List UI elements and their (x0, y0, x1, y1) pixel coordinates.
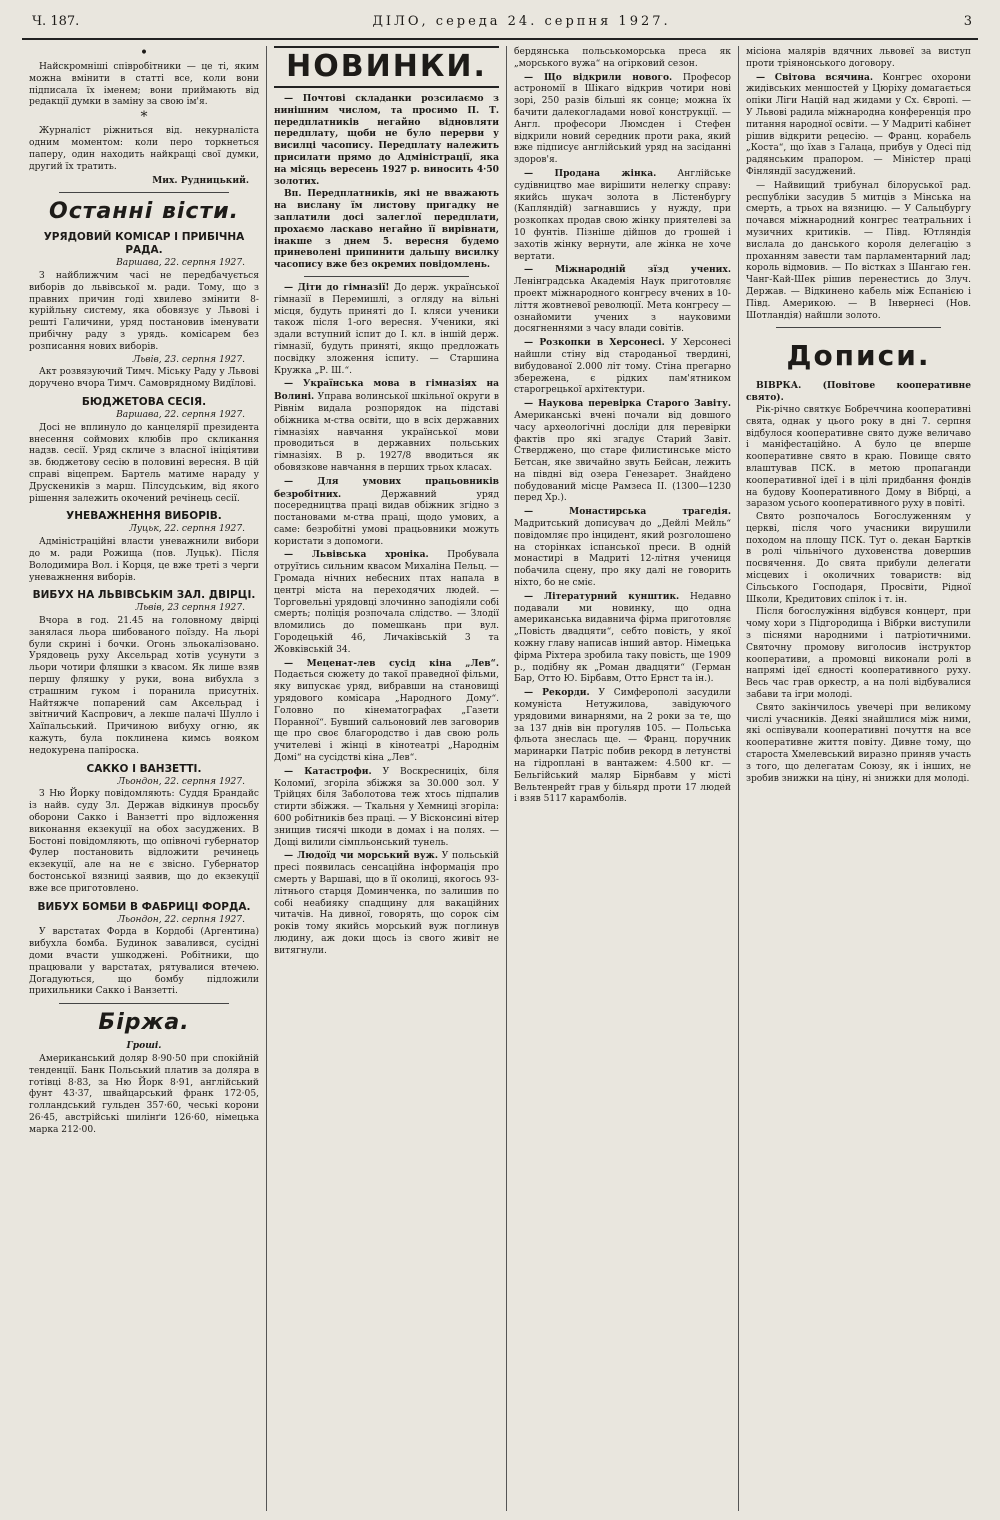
news-item-title: — Розкопки в Херсонесі. (524, 337, 665, 349)
section-title-news: НОВИНКИ. (274, 46, 499, 88)
article-title: ВИБУХ БОМБИ В ФАБРИЦІ ФОРДА. (37, 900, 251, 913)
news-item-text: — Найвищий трибунал білоруської рад. республіки засудив 5 митців з Мінська на смерть, а трьох на вязницю. — У Сальцбургу почався міжнародний конгрес театральних і музичних критиків. — Півд. Ютляндія вислала до данського короля делегацію з проханням завести там парламентарний лад; король відмовив. — По вістках з Шангаю ген. Чанг-Кай-Шек рішив перенестись до Злуч. Держав. — Відкинено кабель між Еспанією і Півд. Америкою. — В Інвернесі (Нов. Шотландія) найшли золото. (746, 180, 971, 321)
article-dateline: Львів, 23 серпня 1927. (135, 603, 245, 614)
article-title: БЮДЖЕТОВА СЕСІЯ. (81, 395, 207, 408)
subsection-title-money: Гроші. (126, 1040, 162, 1052)
news-item-text: До держ. української гімназії в Перемишлі, з огляду на вільні місця, будуть приняті до І. кляси ученики також після 1-ого вересня. Ученики, які здали вступний іспит до І. кл. в іншій держ. гімназії, будуть приняті, якщо предложать посвідку зложення іспиту. — Старшина Кружка „Р. Ш.“. (274, 282, 499, 376)
section-star: • (139, 46, 149, 61)
page-number: 3 (963, 14, 972, 29)
article-title: ВИБУХ НА ЛЬВІВСЬКІМ ЗАЛ. ДВІРЦІ. (32, 589, 256, 602)
section-title-exchange: Біржа. (98, 1010, 190, 1036)
divider (59, 1003, 229, 1004)
report-paragraph: Свято закінчилось увечері при великому числі учасників. Деякі знайшлися між ними, які оспівували кооперативні почуття на все кооперативне життя повіту. Дивне тому, що староста Хмелевський виразно приняв участь з того, що делегатам Союзу, як і інших, не зробив знижки на ціну, ні знижки для молоді. (746, 702, 971, 784)
news-item-text: Конгрес охорони жидівських меншостей у Цюріху домагається опіки Ліги Націй над жидами у Сх. Європі. — У Львові радила міжнародна конференція про питання народної освіти. — У Мадриті кабінет рішив відкрити рецесію. — Франц. корабель „Коста“, що їхав з Галаца, прибув у Одесі під радянським прапором. — Міністер праці Фінляндії засуджений. (746, 72, 971, 177)
news-item-title: — Львівська хроніка. (284, 549, 429, 561)
masthead-date: ДІЛО, середа 24. серпня 1927. (372, 14, 671, 29)
columns (22, 46, 978, 1511)
news-item-text: Управа волинської шкільної округи в Рівнім видала розпорядок на підставі обіжника м-ства освіти, що в всіх державних гімназіях навчання української мови проводиться в державних польських гімназіях. В р. 1927/8 вводиться як обовязкове навчання в перших трьох класах. (274, 392, 499, 473)
report-paragraph: Після богослужіння відбувся концерт, при чому хори з Підгородища і Вібрки виступили з піснями народними і патріотичними. Святочну промову виголосив інструктор кооперативи, а промовці виконали ролі в напрямі ідеї єдності кооперативного руху. Весь час грав оркестр, а на полі відбувалися забави та ігри молоді. (746, 607, 971, 701)
news-item-title: — Літературний кунштик. (524, 590, 680, 602)
news-item (274, 549, 499, 656)
news-item-title: — Меценат-лев сусід кіна „Лев“. (284, 657, 499, 669)
news-item-text: У Воскресниціх, біля Коломиї, згоріла збіжжя за 30.000 зол. У Трійцях біля Заболотова теж хтось підпалив стирти збіжжя. — Ткальня у Хемниці згоріла: 600 робітників без праці. — У Вісконсині вітер знищив тисячі шкоди в домах і на полях. — Дощі вилили сімпльонський тунель. (274, 766, 499, 848)
subscription-notice: Вп. Передплатників, які не вважають на вислану їм листову пригадку не заплатили досі залеглої передплати, прохаємо ласкаво негайно її вирівнати, інакше з днем 5. вересня будемо приневолені припинити дальшу висилку часопису вже без окремих повідомлень. (274, 188, 499, 271)
author-signature: Мих. Рудницький. (152, 175, 249, 187)
section-star: * (140, 109, 148, 126)
news-item-title: — Продана жінка. (524, 167, 657, 179)
column-4 (738, 46, 978, 1511)
news-item-text: Державний уряд посередництва праці видав обіжник згідно з постановами м-ства праці, щодо умових, а саме: безробітні умові працьовники можуть користати з допомоги. (274, 489, 499, 547)
article-dateline: Варшава, 22. серпня 1927. (116, 409, 245, 420)
news-item-text: Мадритський дописувач до „Дейлі Мейль“ повідомляє про інцидент, який розголошено на сторінках іспанської преси. В одній монастирі в Мадриті 12-літня учениця побачила сцену, про яку далі не говорить ніхто, бо не сміє. (514, 519, 731, 589)
news-item (746, 180, 971, 323)
divider (776, 327, 941, 328)
news-item-title: — Монастирська трагедія. (524, 506, 731, 518)
news-item-text: У польській пресі появилась сенсаційна інформація про смерть у Варшаві, що в її околиці, якогось 93-літнього старця Доминченка, по залишив по собі неабияку спадщину для вакаційних читачів. На дивної, говорять, що сорок сім років тому якийсь морський вуж поглинув людину, аж доки щось із свого живіт не витягнули. (274, 851, 499, 956)
news-item-text: Англійське судівництво мае вирішити нелегку справу: якийсь шукач золота в Лістенбургу (Капляндій) загнавшись у нужду, при розкопках продав свою жінку приятелеві за 10 фунтів. Пізніше дійшов до грошей і захотів жінку вернути, але жінка не хоче вертати. (514, 168, 731, 262)
news-item-text: Недавно подавали ми новинку, що одна американська видавнича фірма приготовляє „Повість двадцяти“, себто повість, у якої кожну главу написав інший автор. Німецька фірма Ріхтера зробила таку повість, ще 1909 р., подібну як „Роман двадцяти“ (Герман Бар, Отто Ю. Бірбавм, Отто Ернст та ін.). (514, 591, 731, 685)
issue-number: Ч. 187. (32, 14, 80, 29)
article-body: Адміністраційні власти уневажнили вибори до м. ради Рожища (пов. Луцьк). Після Володимира Вол. і Корця, це вже треті з черги уневажнення виборів. (29, 537, 259, 583)
news-item (746, 46, 971, 71)
section-title-reports: Дописи. (786, 339, 931, 373)
article-dateline: Льондон, 22. серпня 1927. (117, 776, 245, 787)
news-item (514, 398, 731, 505)
news-item-text: У Херсонесі найшли стіну від староданьої твердині, вибудованої 2.000 літ тому. Стіна прегарно збережена, є рідких пам'ятником старогрецької архітектури. (514, 338, 731, 396)
column-3 (506, 46, 738, 1511)
news-item-title: — Людоїд чи морський вуж. (284, 850, 439, 862)
news-item (514, 687, 731, 806)
column-1 (22, 46, 266, 1511)
news-item (274, 658, 499, 765)
news-item-text: Професор астрономії в Шікаго відкрив чотири нові зорі, 250 разів більші як сонце; можна їх бачити далекогладами нової конструкції. — Англ. професори Люмсден і Стефен відкрили новий середник проти рака, який вже підписує англійський уряд на засіданні здоров'я. (514, 72, 731, 166)
article-dateline: Льондон, 22. серпня 1927. (117, 914, 245, 925)
news-item-text: Ленінградська Академія Наук приготовляє проект міжнародного конгресу вчених в 10-ліття жовтневої революції. Мета конгресу — ознайомити учених з науковими досягненнями з часу влади совітів. (514, 277, 731, 335)
divider (59, 192, 229, 193)
news-item (274, 766, 499, 850)
news-item (514, 168, 731, 263)
news-item (274, 476, 499, 549)
news-item (746, 72, 971, 179)
news-item (514, 72, 731, 167)
news-item-title: — Діти до гімназії! (284, 281, 390, 293)
report-paragraph: Рік-річно святкує Бобреччина кооперативні свята, однак у цього року в дні 7. серпня відбулося кооперативне свято дуже величаво і маніфестаційно. А було це вперше кооперативне свято в краю. Повище свято влаштував ПСК. в метою пропаганди кооперативної ідеї і в цілі придбання фондів на будову Кооперативного Дому в Вібрці, а заразом усього кооперативного руху в повіті. (746, 404, 971, 510)
running-header (22, 14, 978, 40)
intro-paragraph: Журналіст ріжниться від. некурналіста одним моментом: коли перо торкнеться паперу, один находить найкращі свої думки, другий їх тратить. (29, 126, 259, 172)
divider (304, 276, 469, 277)
article-dateline: Варшава, 22. серпня 1927. (116, 258, 245, 269)
news-item-text: Американські вчені почали від довшого часу археологічні досліди для перевірки фактів про які згадує Старий Завіт. Стверджено, що старе филистинське місто Бетсан, яке звичайно звуть Бейсан, лежить на півдні від озера Генезарет. Знайдено побудований місце Рамзеса ІІ. (1300—1230 перед Хр.). (514, 410, 731, 504)
news-item (514, 591, 731, 686)
news-item-title: — Що відкрили нового. (524, 71, 673, 83)
article-title: УНЕВАЖНЕННЯ ВИБОРІВ. (66, 510, 222, 523)
news-item (514, 337, 731, 397)
news-item (514, 264, 731, 336)
report-paragraph: Свято розпочалось Богослуженням у церкві, після чого учасники вирушили походом на площу ПСК. Тут о. декан Бартків в ролі чільнічого духовенства довершив посвячення. До свята прибули делегати місцевих і околичних товариств: від Сільського Господаря, Просвіти, Рідної Школи, Кредитових спілок і т. ін. (746, 512, 971, 605)
news-item-title: — Світова всячина. (756, 71, 874, 83)
article-dateline: Луцьк, 22. серпня 1927. (129, 524, 245, 535)
article-title: САККО І ВАНЗЕТТІ. (86, 762, 202, 775)
article-body: Вчора в год. 21.45 на головному двірці занялася льора шибованого поїзду. На льорі були скрині і бочки. Огонь зльокалізовано. Урядовець руху Аксельрад хотів усунути з льори чотири фляшки з квасом. Як лише взяв першу фляшку у руки, вона вибухла з страшним гуком і поранила присутніх. Найтяжче попарений сам Аксельрад і звітничий Каспрович, а лекше палачі Шулло і Хаїпальський. Причиною вибуху огню, як кажуть, була поклинена кимсь вояком недокурена папіроска. (29, 616, 259, 756)
article-title: УРЯДОВИЙ КОМІСАР І ПРИБІЧНА РАДА. (43, 231, 245, 257)
news-item-text: У Симферополі засудили комуніста Нетужилова, завідуючого урядовими винарнями, на 2 роки за те, що за 137 днів він прогуляв 105. — Польська фльота знеслась ще. — Франц. поручник маринарки Патріс побив рекорд в летунстві на гідроплані в вантажем: 4.500 кг. — Бельгійський маляр Бірнбавм у місті Вельтенрейт грав у більярд проти 17 людей і взяв 5117 карамболів. (514, 688, 731, 805)
news-item-title: — Українська мова в гімназіях на Волині. (274, 378, 499, 403)
section-title-latest-news: Останні вісти. (49, 199, 239, 225)
exchange-rates: Американський доляр 8·90·50 при спокійній тенденції. Банк Польський платив за доляра в готівці 8·83, за Ню Йорк 8·91, англійський фунт 43·37, швайцарський франк 172·05, голландський гульден 357·60, чеські корони 26·45, австрійські шилінґи 126·60, німецька марка 212·00. (29, 1054, 259, 1135)
news-item (274, 282, 499, 377)
article-body: У варстатах Форда в Кордобі (Аргентина) вибухла бомба. Будинок завалився, сусідні доми вчасти ушкоджені. Робітники, що працювали у варстатах, рятувалися втечею. Догадуються, що бомбу підложили прихильники Сакко і Ванзетті. (29, 927, 259, 997)
news-item-text: бердянська польськоморська преса як „морського вужа“ на огірковий сезон. (514, 47, 731, 69)
news-item (514, 46, 731, 71)
news-item (274, 378, 499, 474)
news-item-title: — Наукова перевірка Старого Завіту. (524, 398, 731, 410)
news-item-text: місіона малярів вдячних львовеї за виступ проти тріянонського договору. (746, 47, 971, 69)
news-item-text: Пробувала отруїтись сильним квасом Михаліна Пельц. — Громада нічних небесних птах напала в центрі міста на переходячих людей. — Торговельні урядовці злочинно заподіяли собі смерть; поліція розпочала слідство. — Злодії вломились до помешкань при вул. Городецькій 46, Личаківській 3 та Жовківській 34. (274, 550, 499, 655)
article-body: З найближчим часі не передбачується виборів до львівської м. ради. Тому, що з правних причин годі хвилево змінити 8-курійльну систему, яка обовязує у Львові і решті Галичини, уряд постановив іменувати прибічну раду з урядь. комісарем без розписання нових виборів. (29, 270, 259, 352)
report-lead: ВІВРКА. (Повітове кооперативне свято). (746, 380, 971, 404)
article-body: Акт розвязуючий Тимч. Міську Раду у Львові доручено вчора Тимч. Самоврядному Видїлові. (29, 367, 259, 390)
intro-paragraph: Найскромніші співробітники — це ті, яким можна вмінити в статті все, коли вони підписала їх іменем; вони приймають від редакції думки в заміну за свою ім'я. (29, 62, 259, 108)
article-body: Досі не вплинуло до канцелярії президента внесення соймових клюбів про скликання надзв. сесії. Уряд скличе з власної ініціятиви зв. бюджетову сесію в половині вересня. В цій справі віцепрем. Бартель матиме нараду у Друскеників з марш. Пілсудським, від якого рішення залежить окочений речінець сесії. (29, 422, 259, 504)
news-item (274, 850, 499, 957)
article-body: З Ню Йорку повідомляють: Суддя Брандайс із найв. суду Зл. Держав відкинув просьбу оборони Сакко і Ванзетті про відложення виконання екзекуції на обох засуджених. В Бостоні повідомляють, що опівночі губернатор Фулер постановить відложити речинець екзекуції, але на не є звісно. Губернатор бостонської вязниці заявив, що до екзекуції вже все приготовлено. (29, 789, 259, 894)
news-item (514, 506, 731, 590)
subscription-notice: — Почтові складанки розсилаємо з нинішним числом, та просимо П. Т. передплатників негайно відновляти передплату, щоби не було перерви у висилці часопису. Передплату належить присилати прямо до Адміністрації, яка на місяць вересень 1927 р. виносить 4·50 золотих. (274, 93, 499, 187)
news-item-title: — Катастрофи. (284, 765, 372, 777)
news-item-title: — Рекорди. (524, 687, 590, 699)
article-dateline: Львів, 23. серпня 1927. (132, 354, 245, 365)
news-item-text: Подається сюжету до такої праведної фільми, яку випускає уряд, вибравши на становищі урядового комісара „Народного Дому“. Головно по кінематографах „Газети Поранної“. Бувший сальоновий лев заговорив ще про своє благородство і дав свою роль учителеві і жінці в кінотеатрі „Народнім Домі“ на сусідстві кіна „Лев“. (274, 670, 499, 764)
column-2 (266, 46, 506, 1511)
news-item-title: — Міжнародній зїзд учених. (524, 264, 731, 276)
news-item-title: — Для умових працьовників безробітних. (274, 475, 499, 500)
